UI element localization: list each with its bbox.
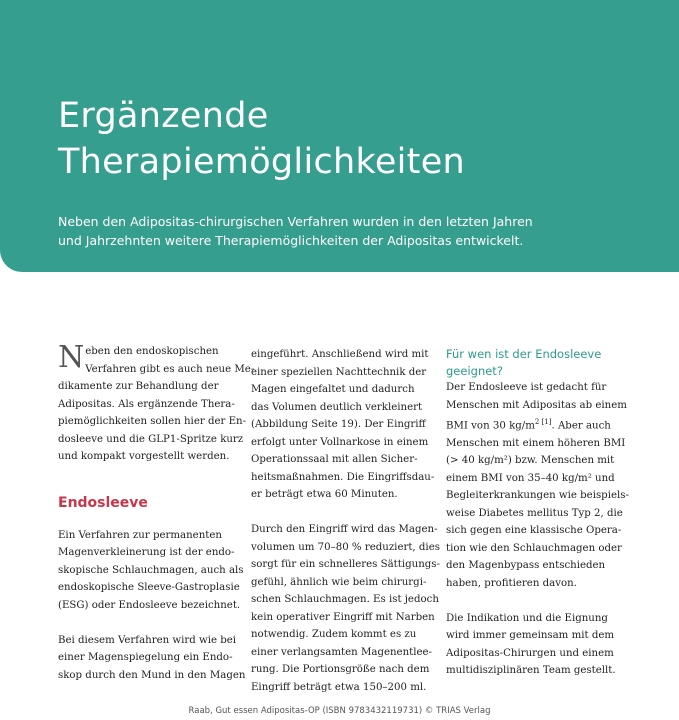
text-line: multidisziplinären Team gestellt. (446, 665, 616, 677)
text-line: eingeführt. Anschließend wird mit (251, 349, 429, 360)
text-line: einer Magenspiegelung ein Endo- (58, 652, 233, 663)
text-line: Verfahren gibt es auch neue Me- (85, 363, 255, 375)
text-line: (Abbildung Seite 19). Der Eingriff (251, 419, 426, 430)
text-line: tion wie den Schlauchmagen oder (446, 542, 622, 554)
text-line: Operationssaal mit allen Sicher- (251, 454, 418, 465)
text-line: eben den endoskopischen (85, 346, 219, 357)
section-heading-endosleeve: Endosleeve (58, 494, 148, 511)
column-1 (58, 340, 255, 684)
text-line: haben, profitieren davon. (446, 577, 577, 589)
text-line: einem BMI von 35–40 kg/m² und (446, 472, 615, 484)
text-line: piemöglichkeiten sollen hier der En- (58, 416, 247, 427)
text-line: skop durch den Mund in den Magen (58, 669, 246, 681)
text-line: Magenverkleinerung ist der endo- (58, 547, 235, 558)
text-line: einer verlangsamten Magenentlee- (251, 646, 432, 658)
text-line: Der Endosleeve ist gedacht für (446, 382, 607, 393)
text-line: Adipositas-Chirurgen und einem (446, 647, 614, 659)
header-band (0, 0, 679, 272)
text-line: Ein Verfahren zur permanenten (58, 529, 222, 541)
sidebar-heading: geeignet? (446, 363, 503, 378)
text-line: (ESG) oder Endosleeve bezeichnet. (58, 599, 241, 611)
text-line: dikamente zur Behandlung der (58, 381, 219, 392)
text-line: erfolgt unter Vollnarkose in einem (251, 436, 429, 448)
text-line: notwendig. Zudem kommt es zu (251, 629, 417, 640)
column-2 (251, 346, 440, 696)
text-line: skopische Schlauchmagen, auch als (58, 564, 244, 576)
column-3 (446, 346, 631, 680)
text-line: sorgt für ein schnelleres Sättigungs- (251, 559, 440, 570)
title-line: Ergänzende (58, 96, 269, 136)
text-line: und kompakt vorgestellt werden. (58, 451, 230, 462)
text-line: Durch den Eingriff wird das Magen- (251, 524, 438, 535)
text-line: schen Schlauchmagen. Es ist jedoch (251, 594, 439, 605)
drop-cap: N (58, 340, 85, 375)
text-fragment: . Aber auch (551, 420, 611, 432)
title-line: Therapiemöglichkeiten (58, 142, 466, 182)
sidebar-heading: Für wen ist der Endosleeve (446, 347, 602, 361)
text-line: Adipositas. Als ergänzende Thera- (58, 398, 235, 410)
text-line: heitsmaßnahmen. Die Eingriffsdau- (251, 471, 435, 483)
text-line: das Volumen deutlich verkleinert (251, 401, 423, 413)
text-line: endoskopische Sleeve-Gastroplasie (58, 582, 240, 593)
text-line: Menschen mit einem höheren BMI (446, 437, 626, 449)
footer-citation: Raab, Gut essen Adipositas-OP (ISBN 9783432119731) © TRIAS Verlag (188, 706, 491, 716)
text-line: Die Indikation und die Eignung (446, 612, 608, 624)
text-line: Begleiterkrankungen wie beispiels- (446, 490, 629, 502)
intro-paragraph (58, 340, 255, 466)
text-line: volumen um 70–80 % reduziert, dies (251, 541, 440, 553)
text-line: rung. Die Portionsgröße nach dem (251, 664, 430, 675)
text-line: gefühl, ähnlich wie beim chirurgi- (251, 576, 427, 588)
text-line (446, 414, 631, 435)
intro-text (58, 213, 658, 250)
text-line: Menschen mit Adipositas ab einem (446, 399, 627, 411)
text-line: Eingriff beträgt etwa 150–200 ml. (251, 681, 427, 693)
text-line: er beträgt etwa 60 Minuten. (251, 489, 398, 500)
bmi-text: BMI von 30 kg/m (446, 420, 535, 432)
text-line: einer speziellen Nachttechnik der (251, 366, 427, 378)
text-line: dosleeve und die GLP1-Spritze kurz (58, 433, 244, 445)
text-line: kein operativer Eingriff mit Narben (251, 611, 435, 623)
text-line: den Magenbypass entschieden (446, 560, 606, 572)
text-line: Bei diesem Verfahren wird wie bei (58, 634, 237, 646)
text-line: weise Diabetes mellitus Typ 2, die (446, 507, 623, 519)
intro-line: und Jahrzehnten weitere Therapiemöglichkeiten der Adipositas entwickelt. (58, 232, 524, 248)
intro-line: Neben den Adipositas-chirurgischen Verfahren wurden in den letzten Jahren (58, 214, 533, 229)
text-line: wird immer gemeinsam mit dem (446, 630, 615, 642)
text-line: (> 40 kg/m²) bzw. Menschen mit (446, 455, 615, 467)
text-line: sich gegen eine klassische Opera- (446, 525, 622, 537)
text-line: Magen eingefaltet und dadurch (251, 384, 415, 395)
citation-superscript: 2 [1] (534, 418, 552, 426)
page-title (58, 93, 465, 185)
